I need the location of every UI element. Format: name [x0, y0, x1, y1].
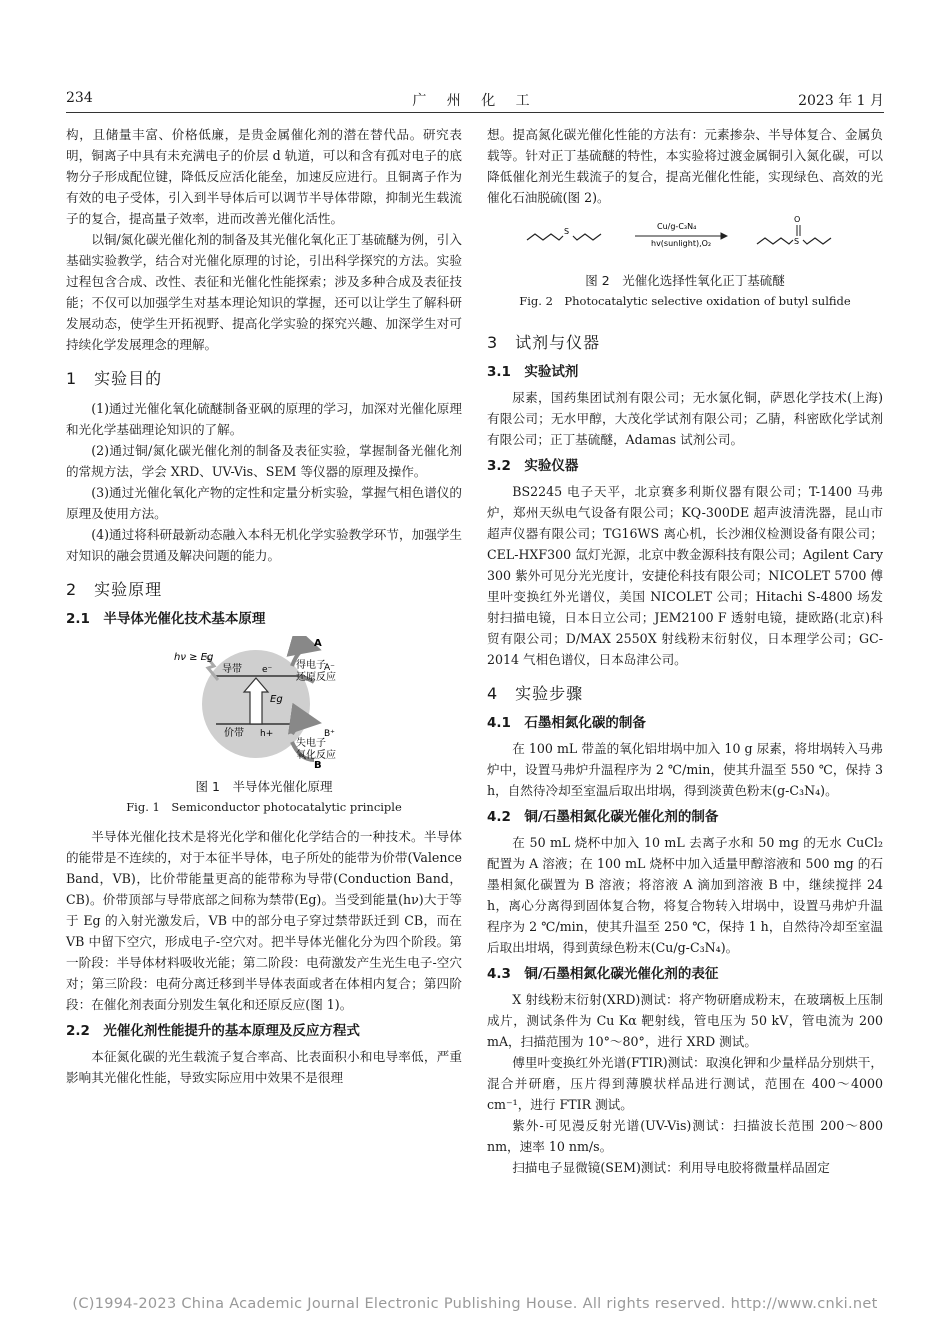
- page-number: 234: [66, 90, 93, 106]
- list-item: (3)通过光催化氧化产物的定性和定量分析实验，掌握气相色谱仪的原理及使用方法。: [66, 485, 462, 521]
- sulfoxide-s-atom: S: [794, 237, 800, 246]
- subsection-heading: 4.3 铜/石墨相氮化碳光催化剂的表征: [487, 966, 719, 982]
- label-b: B: [314, 760, 322, 771]
- conditions-label: hv(sunlight),O₂: [651, 239, 712, 248]
- subsection-heading: 2.1 半导体光催化技术基本原理: [66, 611, 266, 627]
- section-heading: 3 试剂与仪器: [487, 333, 601, 352]
- catalyst-label: Cu/g-C₃N₄: [657, 222, 697, 231]
- label-lose-electron: 失电子: [296, 738, 326, 749]
- right-column: [487, 124, 883, 1178]
- paragraph: 在 100 mL 带盖的氧化铝坩埚中加入 10 g 尿素，将坩埚转入马弗炉中，设置马弗炉升温程序为 2 ℃/min，使其升温至 550 ℃，保持 3 h，自然待冷却至室温后取出坩埚，得到淡黄色粉末(g-C₃N₄)。: [487, 741, 883, 798]
- section-heading: 4 实验步骤: [487, 684, 584, 703]
- figure-reaction-scheme: [487, 212, 883, 268]
- label-a-minus: A⁻: [324, 663, 335, 673]
- sulfoxide-right-chain: [803, 238, 831, 244]
- section-heading: 1 实验目的: [66, 369, 163, 388]
- label-conduction-band: 导带: [222, 664, 242, 675]
- issue-date: 2023 年 1 月: [798, 93, 884, 109]
- paragraph: X 射线粉末衍射(XRD)测试：将产物研磨成粉末，在玻璃板上压制成片，测试条件为 Cu Kα 靶射线，管电压为 50 kV，管电流为 200 mA，扫描范围为 10°～80°，进行 XRD 测试。: [487, 992, 883, 1049]
- subsection-heading: 3.1 实验试剂: [487, 364, 579, 380]
- list-item: (2)通过铜/氮化碳光催化剂的制备及表征实验，掌握制备光催化剂的常规方法，学会 XRD、UV-Vis、SEM 等仪器的原理及操作。: [66, 443, 462, 479]
- label-b-plus: B⁺: [324, 729, 335, 739]
- paragraph: 紫外-可见漫反射光谱(UV-Vis)测试：扫描波长范围 200～800 nm，速率 10 nm/s。: [487, 1118, 883, 1154]
- left-column: [66, 124, 462, 1088]
- paragraph: 想。提高氮化碳光催化性能的方法有：元素掺杂、半导体复合、金属负载等。针对正丁基硫醚的特性，本实验将过渡金属铜引入氮化碳，可以降低催化剂光生载流子的复合，提高光催化性能，实现绿色、高效的光催化石油脱硫(图 2)。: [487, 127, 883, 205]
- semiconductor-diagram: [66, 636, 462, 774]
- figure-caption-zh: 图 1 半导体光催化原理: [195, 779, 333, 794]
- subsection-heading: 4.1 石墨相氮化碳的制备: [487, 715, 646, 731]
- figure-semiconductor-diagram: [66, 636, 462, 774]
- figure-caption-zh: 图 2 光催化选择性氧化正丁基硫醚: [585, 273, 785, 288]
- label-electron: e⁻: [262, 665, 273, 675]
- reaction-scheme: [487, 212, 883, 268]
- paragraph: 本征氮化碳的光生载流子复合率高、比表面积小和电导率低，严重影响其光催化性能，导致实际应用中效果不是很理: [66, 1049, 462, 1085]
- section-heading: 2 实验原理: [66, 580, 163, 599]
- label-reduction: 还原反应: [296, 672, 336, 683]
- list-item: (1)通过光催化氧化硫醚制备亚砜的原理的学习，加深对光催化原理和光化学基础理论知识的了解。: [66, 401, 462, 437]
- paragraph: BS2245 电子天平，北京赛多利斯仪器有限公司；T-1400 马弗炉，郑州天纵电气设备有限公司；KQ-300DE 超声波清洗器，昆山市超声仪器有限公司；TG16WS 离心机，长沙湘仪检测设备有限公司；CEL-HXF300 氙灯光源，北京中教金源科技有限公司；Agilent Cary 300 紫外可见分光光度计，安捷伦科技有限公司；NICOLET 5700 傅里叶变换红外光谱仪，美国 NICOLET 公司；Hitachi S-4800 场发射扫描电镜，日本日立公司；JEM2100 F 透射电镜，捷欧路(北京)科贸有限公司；D/MAX 2550X 射线粉末衍射仪，日本理学公司；GC-2014 气相色谱仪，日本岛津公司。: [487, 484, 883, 667]
- label-a: A: [314, 638, 322, 649]
- paragraph: 构，且储量丰富、价格低廉，是贵金属催化剂的潜在替代品。研究表明，铜离子中具有未充满电子的价层 d 轨道，可以和含有孤对电子的底物分子形成配位键，降低反应活化能垒，加速反应进行。且铜离子作为有效的电子受体，引入到半导体后可以调节半导体带隙，抑制光生载流子的复合，提高量子效率，进而改善光催化活性。: [66, 127, 462, 226]
- butyl-sulfide-left-chain: [527, 234, 563, 240]
- figure-caption-en: Fig. 2 Photocatalytic selective oxidation of butyl sulfide: [519, 294, 851, 308]
- list-item: (4)通过将科研最新动态融入本科无机化学实验教学环节，加强学生对知识的融会贯通及解决问题的能力。: [66, 527, 462, 563]
- subsection-heading: 4.2 铜/石墨相氮化碳光催化剂的制备: [487, 809, 719, 825]
- paragraph: 扫描电子显微镜(SEM)测试：利用导电胶将微量样品固定: [512, 1160, 830, 1175]
- figure-caption-en: Fig. 1 Semiconductor photocatalytic principle: [126, 800, 402, 814]
- journal-name: 广 州 化 工: [412, 93, 538, 109]
- oxygen-atom: O: [794, 215, 801, 224]
- butyl-sulfide-right-chain: [573, 234, 601, 240]
- copyright-footer: (C)1994-2023 China Academic Journal Electronic Publishing House. All rights reserved. http://www.cnki.net: [72, 1296, 878, 1312]
- paragraph: 尿素，国药集团试剂有限公司；无水氯化铜，萨恩化学技术(上海)有限公司；无水甲醇，大茂化学试剂有限公司；乙腈，科密欧化学试剂有限公司；正丁基硫醚，Adamas 试剂公司。: [487, 390, 883, 447]
- paragraph: 在 50 mL 烧杯中加入 10 mL 去离子水和 50 mg 的无水 CuCl₂ 配置为 A 溶液；在 100 mL 烧杯中加入适量甲醇溶液和 500 mg 的石墨相氮化碳置为 B 溶液；将溶液 A 滴加到溶液 B 中，继续搅拌 24 h，离心分离得到固体复合物，将复合物转入坩埚中，设置马弗炉升温程序为 2 ℃/min，使其升温至 250 ℃，保持 1 h，自然待冷却至室温后取出坩埚，得到黄绿色粉末(Cu/g-C₃N₄)。: [487, 835, 883, 955]
- label-oxidation: 氧化反应: [296, 750, 336, 761]
- label-hv: hν ≥ Eg: [174, 652, 214, 663]
- sulfur-atom: S: [564, 227, 570, 236]
- label-gain-electron: 得电子: [296, 660, 326, 671]
- subsection-heading: 2.2 光催化剂性能提升的基本原理及反应方程式: [66, 1023, 360, 1039]
- sulfoxide-left-chain: [757, 238, 793, 244]
- label-eg: Eg: [270, 694, 283, 705]
- page-header: [66, 90, 884, 113]
- paragraph: 以铜/氮化碳光催化剂的制备及其光催化氧化正丁基硫醚为例，引入基础实验教学，结合对光催化原理的讨论，引出科学探究的方法。实验过程包含合成、改性、表征和光催化性能探索；涉及多种合成及表征技能；不仅可以加强学生对基本理论知识的掌握，还可以让学生了解科研发展动态，使学生开拓视野、提高化学实验的探究兴趣、加深学生对可持续化学发展理念的理解。: [66, 232, 462, 352]
- paragraph: 半导体光催化技术是将光化学和催化化学结合的一种技术。半导体的能带是不连续的，对于本征半导体，电子所处的能带为价带(Valence Band，VB)，比价带能量更高的能带称为导带(Conduction Band，CB)。价带顶部与导带底部之间称为禁带(Eg)。当受到能量(hν)大于等于 Eg 的入射光激发后，VB 中的部分电子穿过禁带跃迁到 CB，而在 VB 中留下空穴，形成电子-空穴对。把半导体光催化分为四个阶段。第一阶段：半导体材料吸收光能；第二阶段：电荷激发产生光生电子-空穴对；第三阶段：电荷分离迁移到半导体表面或者在体相内复合；第四阶段：在催化剂表面分别发生氧化和还原反应(图 1)。: [66, 829, 462, 1012]
- label-hole: h+: [260, 729, 274, 739]
- label-valence-band: 价带: [224, 728, 244, 739]
- paragraph: 傅里叶变换红外光谱(FTIR)测试：取溴化钾和少量样品分别烘干，混合并研磨，压片得到薄膜状样品进行测试，范围在 400～4000 cm⁻¹，进行 FTIR 测试。: [487, 1055, 883, 1112]
- subsection-heading: 3.2 实验仪器: [487, 458, 579, 474]
